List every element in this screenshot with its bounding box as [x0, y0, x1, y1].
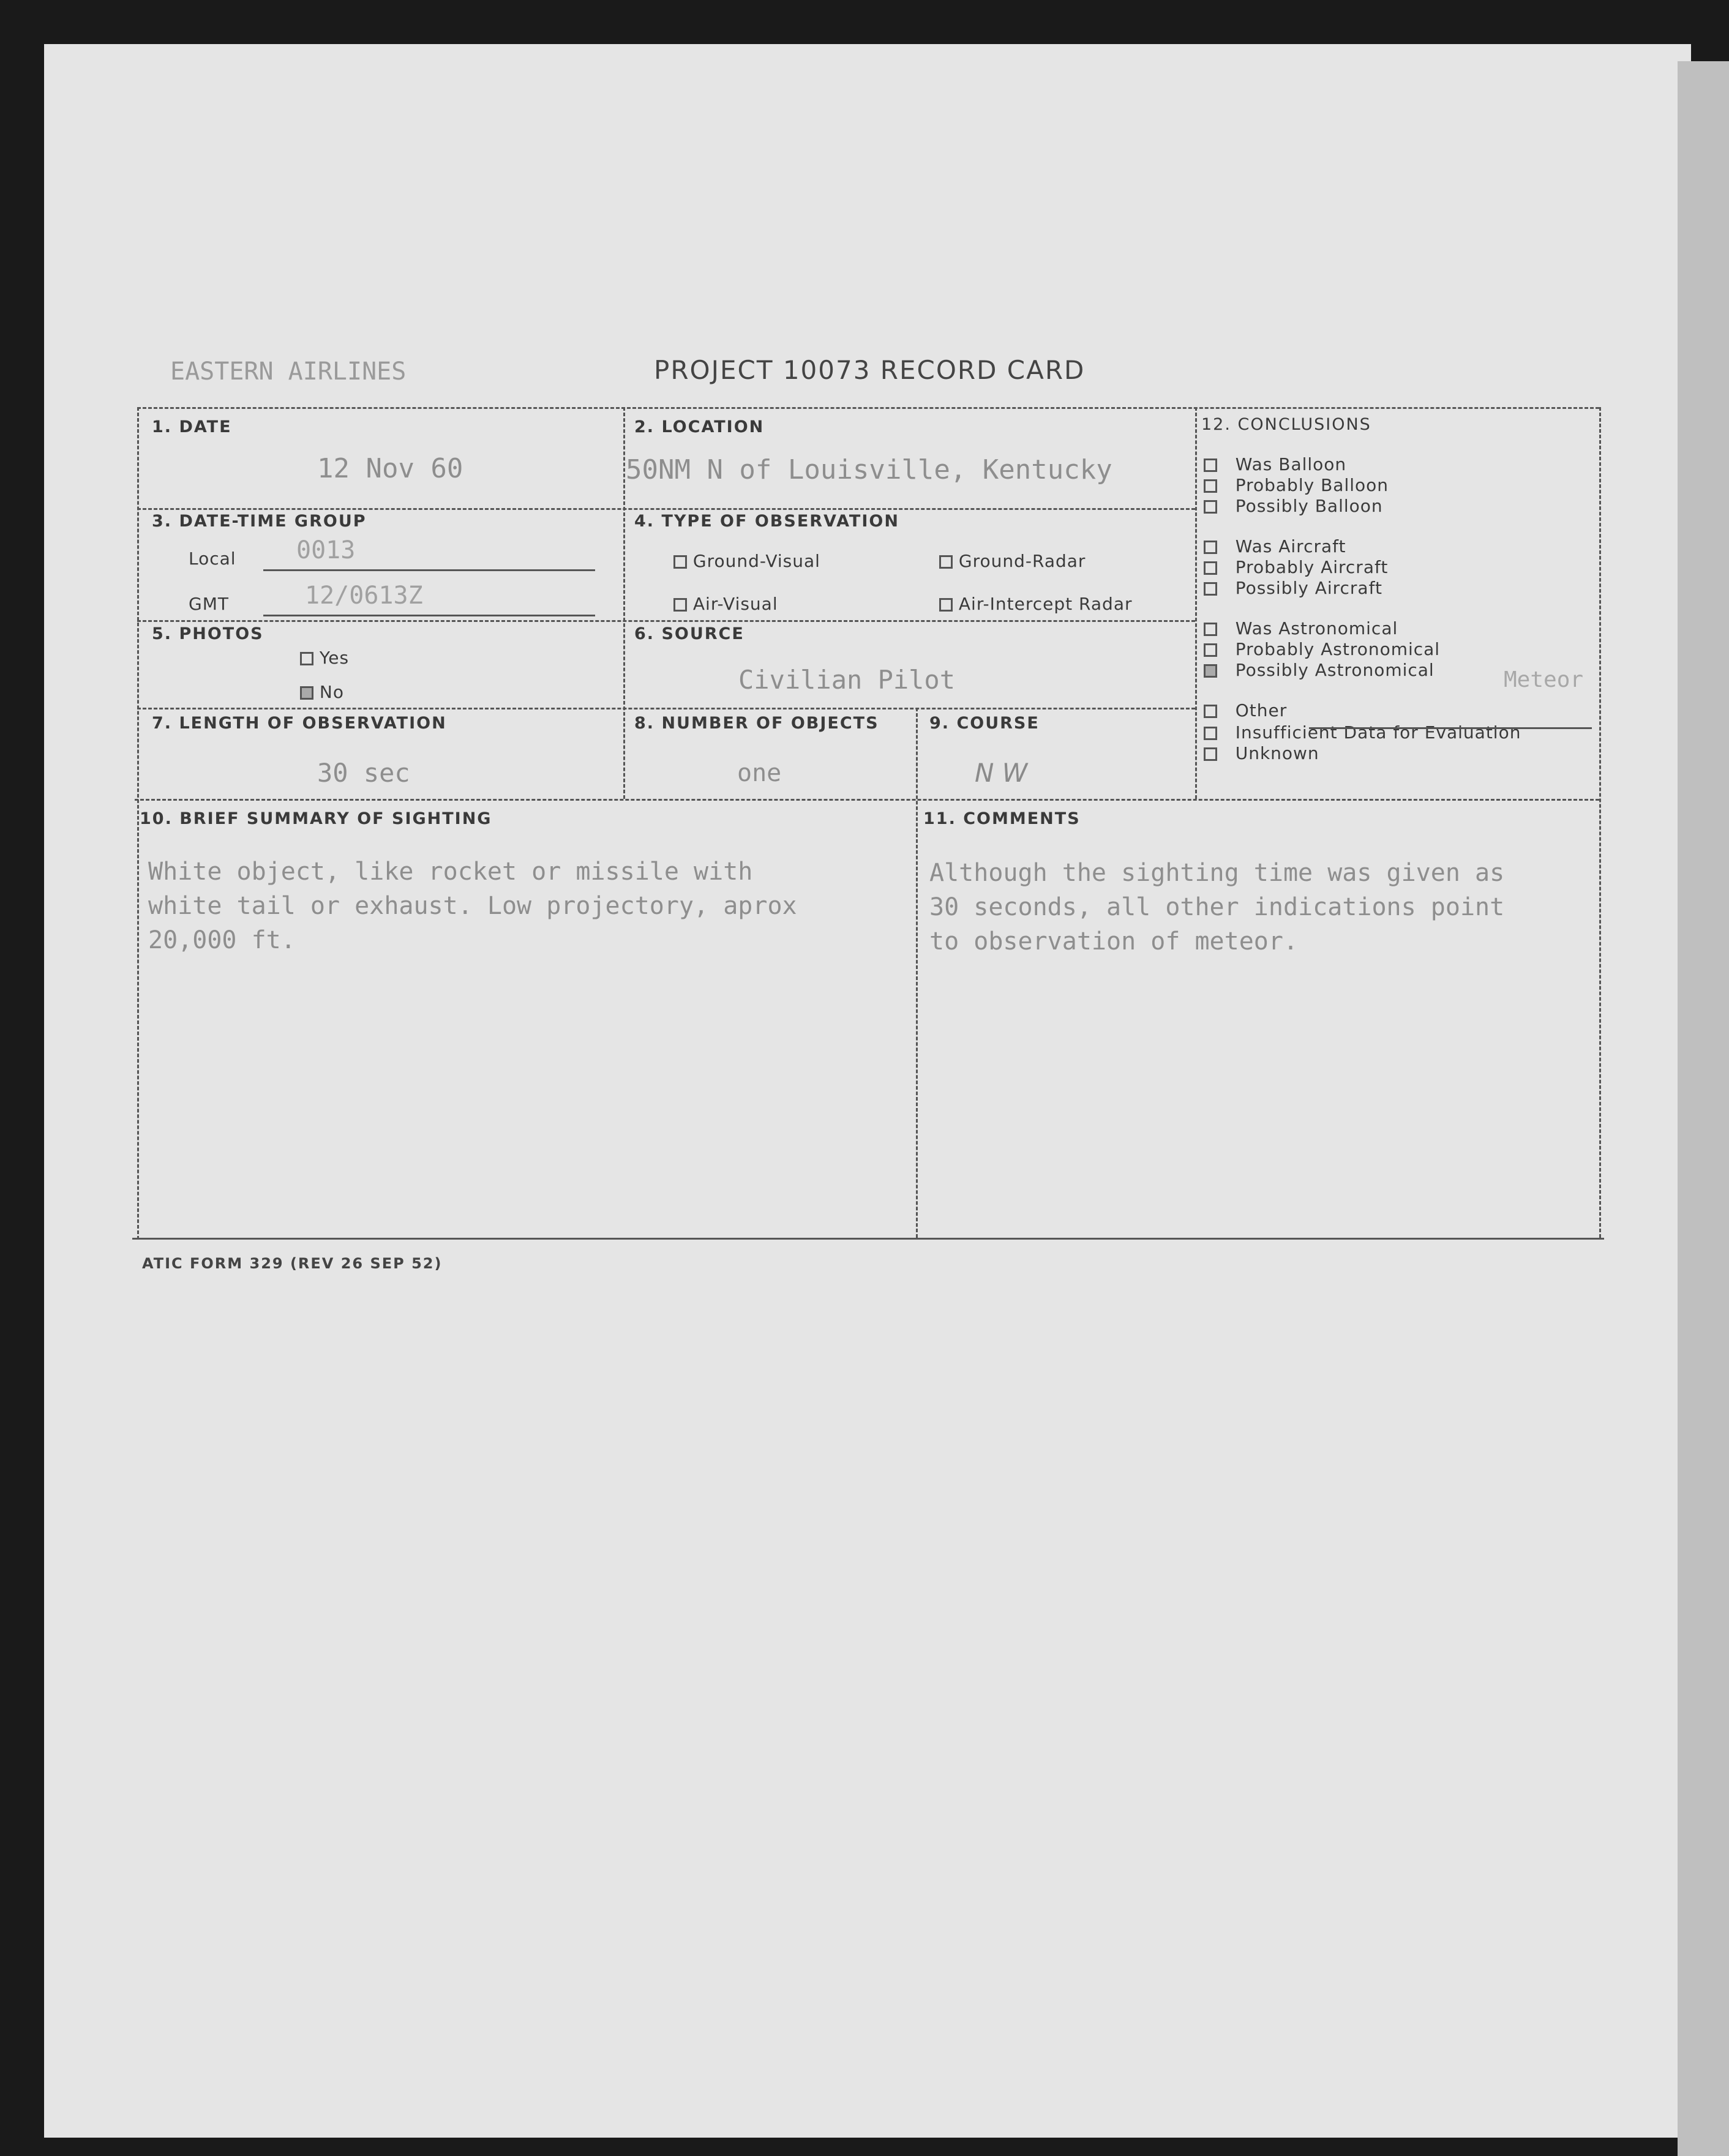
date-value: 12 Nov 60	[317, 453, 463, 484]
checked-checkbox-icon	[300, 686, 313, 700]
location-value: 50NM N of Louisville, Kentucky	[626, 454, 1112, 485]
comments-line: to observation of meteor.	[929, 927, 1299, 956]
dtg-local-value: 0013	[296, 536, 356, 564]
summary-line: 20,000 ft.	[148, 926, 296, 954]
conclusion-item[interactable]: Possibly Balloon	[1204, 496, 1602, 536]
type-ground-visual[interactable]: Ground-Visual	[673, 551, 820, 571]
checkbox-icon	[1204, 541, 1217, 554]
photos-yes[interactable]: Yes	[300, 648, 349, 668]
conclusion-item[interactable]: Was Astronomical	[1204, 618, 1602, 639]
comments-label: 11. COMMENTS	[923, 809, 1081, 828]
checkbox-icon	[1204, 747, 1217, 761]
comments-line: Although the sighting time was given as	[929, 859, 1505, 887]
checkbox-icon	[1204, 623, 1217, 636]
form-number: ATIC FORM 329 (REV 26 SEP 52)	[142, 1255, 443, 1272]
checkbox-icon	[673, 555, 687, 569]
dtg-gmt-value: 12/0613Z	[305, 582, 423, 610]
objects-value: one	[737, 759, 782, 787]
checked-checkbox-icon	[1204, 664, 1217, 678]
checkbox-icon	[939, 555, 953, 569]
dtg-gmt-label: GMT	[189, 594, 229, 614]
summary-label: 10. BRIEF SUMMARY OF SIGHTING	[140, 809, 492, 828]
checkbox-icon	[1204, 500, 1217, 514]
date-label: 1. DATE	[152, 417, 232, 436]
course-value: N W	[975, 758, 1028, 788]
conclusion-item[interactable]: Probably Astronomical	[1204, 639, 1602, 660]
handwritten-meteor: Meteor	[1504, 667, 1584, 692]
local-underline	[263, 569, 595, 571]
conclusion-item[interactable]: Other	[1204, 700, 1602, 722]
card-title: PROJECT 10073 RECORD CARD	[654, 355, 1086, 385]
source-value: Civilian Pilot	[738, 665, 956, 695]
type-ground-radar[interactable]: Ground-Radar	[939, 551, 1086, 571]
summary-line: white tail or exhaust. Low projectory, aprox	[148, 892, 797, 920]
photos-label: 5. PHOTOS	[152, 624, 264, 643]
org-stamp: EASTERN AIRLINES	[170, 357, 407, 386]
conclusion-item[interactable]: Probably Aircraft	[1204, 557, 1602, 578]
comments-line: 30 seconds, all other indications point	[929, 893, 1505, 921]
checkbox-icon	[939, 598, 953, 612]
conclusion-item[interactable]: Unknown	[1204, 743, 1602, 764]
conclusion-item[interactable]: Possibly Aircraft	[1204, 578, 1602, 618]
checkbox-icon	[673, 598, 687, 612]
course-label: 9. COURSE	[929, 714, 1040, 733]
length-label: 7. LENGTH OF OBSERVATION	[152, 714, 447, 733]
conclusion-item[interactable]: Probably Balloon	[1204, 475, 1602, 496]
conclusion-item[interactable]: Possibly Astronomical	[1204, 660, 1602, 700]
checkbox-icon	[1204, 459, 1217, 472]
location-label: 2. LOCATION	[634, 417, 765, 436]
type-air-visual[interactable]: Air-Visual	[673, 594, 778, 614]
conclusions-list	[1204, 454, 1602, 764]
other-underline	[1309, 727, 1592, 729]
summary-line: White object, like rocket or missile with	[148, 858, 753, 886]
dtg-label: 3. DATE-TIME GROUP	[152, 512, 367, 531]
objects-label: 8. NUMBER OF OBJECTS	[634, 714, 879, 733]
conclusion-item[interactable]: Was Balloon	[1204, 454, 1602, 475]
checkbox-icon	[1204, 643, 1217, 657]
comments-text	[929, 856, 1504, 959]
conclusion-item[interactable]: Was Aircraft	[1204, 536, 1602, 557]
conclusions-label: 12. CONCLUSIONS	[1201, 415, 1371, 434]
checkbox-icon	[1204, 479, 1217, 493]
length-value: 30 sec	[317, 758, 410, 788]
gmt-underline	[263, 615, 595, 616]
source-label: 6. SOURCE	[634, 624, 744, 643]
checkbox-icon	[1204, 561, 1217, 575]
type-label: 4. TYPE OF OBSERVATION	[634, 512, 899, 531]
checkbox-icon	[1204, 705, 1217, 718]
checkbox-icon	[1204, 727, 1217, 740]
page-edge	[1678, 61, 1729, 2156]
summary-text	[148, 855, 797, 957]
conclusion-item[interactable]: Insufficient Data for Evaluation	[1204, 722, 1602, 743]
checkbox-icon	[300, 652, 313, 665]
dtg-local-label: Local	[189, 548, 236, 569]
checkbox-icon	[1204, 582, 1217, 596]
photos-no[interactable]: No	[300, 682, 344, 702]
type-air-intercept-radar[interactable]: Air-Intercept Radar	[939, 594, 1132, 614]
